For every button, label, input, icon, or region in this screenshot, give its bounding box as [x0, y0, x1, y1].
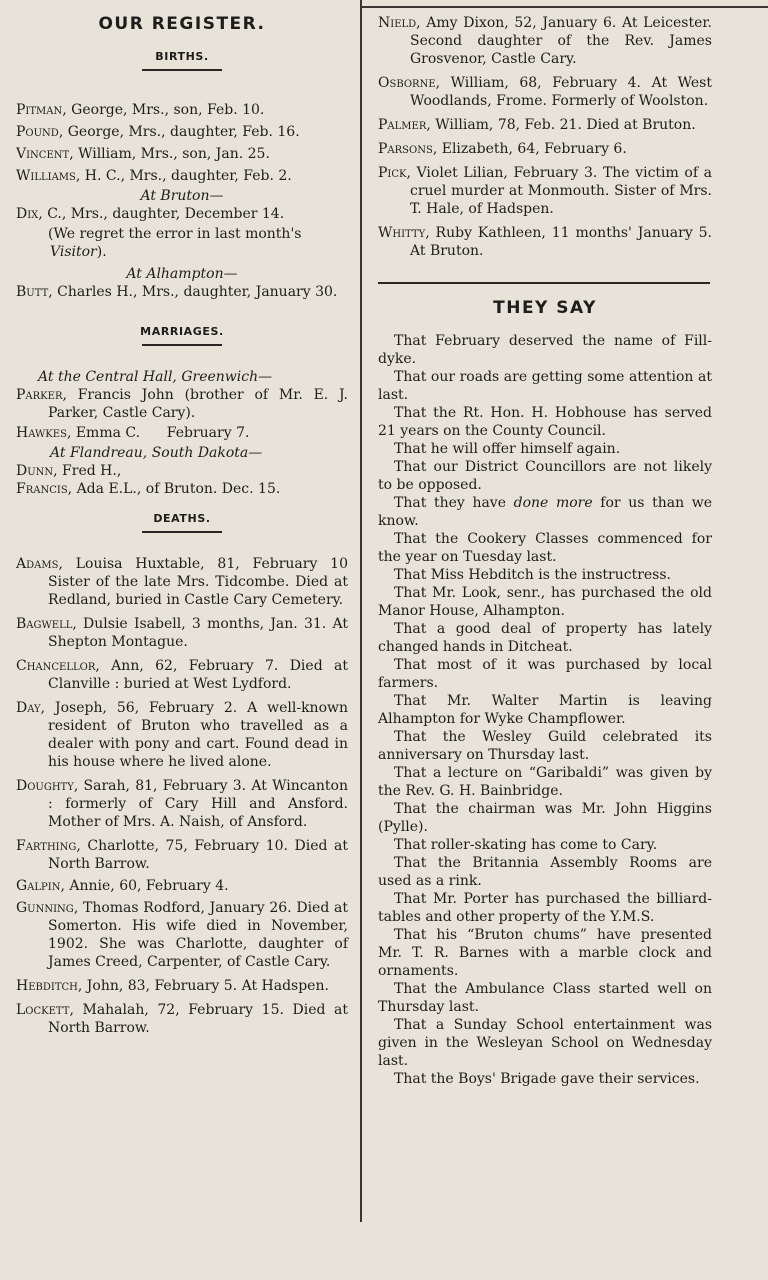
death-entry: Nield, Amy Dixon, 52, January 6. At Leicester. Second daughter of the Rev. James Grosvenor, Castle Cary. [378, 15, 712, 67]
right-column [378, 14, 712, 1088]
birth-entry: Williams, H. C., Mrs., daughter, Feb. 2. [16, 168, 292, 184]
they-say-item: That February deserved the name of Fill-dyke. [378, 333, 712, 367]
they-say-item: That Miss Hebditch is the instructress. [394, 567, 672, 583]
they-say-item: That the chairman was Mr. John Higgins (Pylle). [378, 801, 712, 835]
deaths-heading: DEATHS. [153, 512, 211, 525]
death-entry: Osborne, William, 68, February 4. At West Woodlands, Frome. Formerly of Woolston. [378, 75, 712, 109]
they-say-list [378, 332, 712, 1088]
they-say-item: That Mr. Look, senr., has purchased the old Manor House, Alhampton. [378, 585, 712, 619]
birth-entry: Vincent, William, Mrs., son, Jan. 25. [16, 146, 270, 162]
deaths-list-right [378, 14, 712, 260]
birth-entry: Pitman, George, Mrs., son, Feb. 10. [16, 102, 265, 118]
death-entry: Farthing, Charlotte, 75, February 10. Died at North Barrow. [16, 838, 348, 872]
marriage-entry: Parker, Francis John (brother of Mr. E. J. Parker, Castle Cary). [16, 387, 348, 421]
death-entry: Lockett, Mahalah, 72, February 15. Died at North Barrow. [16, 1002, 348, 1036]
death-entry: Palmer, William, 78, Feb. 21. Died at Bruton. [378, 117, 696, 133]
they-say-item: That a lecture on “Garibaldi” was given by the Rev. G. H. Bainbridge. [378, 765, 712, 799]
death-entry: Day, Joseph, 56, February 2. A well-known resident of Bruton who travelled as a dealer with pony and cart. Found dead in his house where he lived alone. [16, 700, 348, 770]
deaths-rule [142, 531, 222, 533]
death-entry: Bagwell, Dulsie Isabell, 3 months, Jan. 31. At Shepton Montague. [16, 616, 348, 650]
register-title: OUR REGISTER. [98, 14, 266, 34]
place-greenwich: At the Central Hall, Greenwich— [38, 369, 273, 385]
they-say-item: That the Cookery Classes commenced for the year on Tuesday last. [378, 531, 712, 565]
death-entry: Doughty, Sarah, 81, February 3. At Wincanton : formerly of Cary Hill and Ansford. Mother of Mrs. A. Naish, of Ansford. [16, 778, 348, 830]
death-entry: Galpin, Annie, 60, February 4. [16, 878, 229, 894]
they-say-item: That the Wesley Guild celebrated its anniversary on Thursday last. [378, 729, 712, 763]
births-rule [142, 69, 222, 71]
correction-note: (We regret the error in last month's Visitor). [48, 226, 302, 260]
death-entry: Chancellor, Ann, 62, February 7. Died at Clanville : buried at West Lydford. [16, 658, 348, 692]
they-say-item: That the Rt. Hon. H. Hobhouse has served 21 years on the County Council. [378, 405, 712, 439]
birth-entry: Dix, C., Mrs., daughter, December 14. [16, 206, 285, 222]
marriage-entry: Hawkes, Emma C. February 7. [16, 425, 250, 441]
they-say-title: THEY SAY [493, 298, 597, 318]
marriages-heading: MARRIAGES. [140, 325, 224, 338]
they-say-item: That the Ambulance Class started well on Thursday last. [378, 981, 712, 1015]
they-say-item: That Mr. Porter has purchased the billiard-tables and other property of the Y.M.S. [378, 891, 712, 925]
place-alhampton: At Alhampton— [126, 266, 238, 282]
birth-entry: Pound, George, Mrs., daughter, Feb. 16. [16, 124, 300, 140]
death-entry: Adams, Louisa Huxtable, 81, February 10 Sister of the late Mrs. Tidcombe. Died at Redland, buried in Castle Cary Cemetery. [16, 556, 348, 608]
they-say-item: That the Britannia Assembly Rooms are used as a rink. [378, 855, 712, 889]
marriages-rule [142, 344, 222, 346]
death-entry: Hebditch, John, 83, February 5. At Hadspen. [16, 978, 329, 994]
births-heading: BIRTHS. [155, 50, 209, 63]
death-entry: Pick, Violet Lilian, February 3. The victim of a cruel murder at Monmouth. Sister of Mrs. T. Hale, of Hadspen. [378, 165, 712, 217]
they-say-item: That Mr. Walter Martin is leaving Alhampton for Wyke Champflower. [378, 693, 712, 727]
section-rule [378, 282, 710, 284]
marriages-list [16, 368, 348, 498]
birth-entry: Butt, Charles H., Mrs., daughter, January 30. [16, 284, 338, 300]
they-say-item: That our District Councillors are not likely to be opposed. [378, 459, 712, 493]
place-flandreau: At Flandreau, South Dakota— [50, 445, 263, 461]
marriage-entry: Dunn, Fred H., [16, 463, 122, 479]
death-entry: Gunning, Thomas Rodford, January 26. Died at Somerton. His wife died in November, 1902. She was Charlotte, daughter of James Creed, Carpenter, of Castle Cary. [16, 900, 348, 970]
place-bruton: At Bruton— [140, 188, 224, 204]
they-say-item: That our roads are getting some attention at last. [378, 369, 712, 403]
they-say-item: That the Boys' Brigade gave their services. [394, 1071, 700, 1087]
they-say-item: That they have done more for us than we know. [378, 495, 712, 529]
they-say-item: That most of it was purchased by local farmers. [378, 657, 712, 691]
deaths-list-left [16, 555, 348, 1037]
they-say-item: That he will offer himself again. [394, 441, 621, 457]
they-say-item: That a good deal of property has lately changed hands in Ditcheat. [378, 621, 712, 655]
they-say-item: That roller-skating has come to Cary. [394, 837, 658, 853]
death-entry: Parsons, Elizabeth, 64, February 6. [378, 141, 627, 157]
left-column [16, 14, 348, 1037]
births-list [16, 101, 348, 301]
marriage-entry: Francis, Ada E.L., of Bruton. Dec. 15. [16, 481, 281, 497]
top-rule [362, 6, 768, 8]
death-entry: Whitty, Ruby Kathleen, 11 months' January 5. At Bruton. [378, 225, 712, 259]
column-divider [360, 0, 362, 1222]
they-say-item: That his “Bruton chums” have presented Mr. T. R. Barnes with a marble clock and ornaments. [378, 927, 712, 979]
they-say-item: That a Sunday School entertainment was given in the Wesleyan School on Wednesday last. [378, 1017, 712, 1069]
